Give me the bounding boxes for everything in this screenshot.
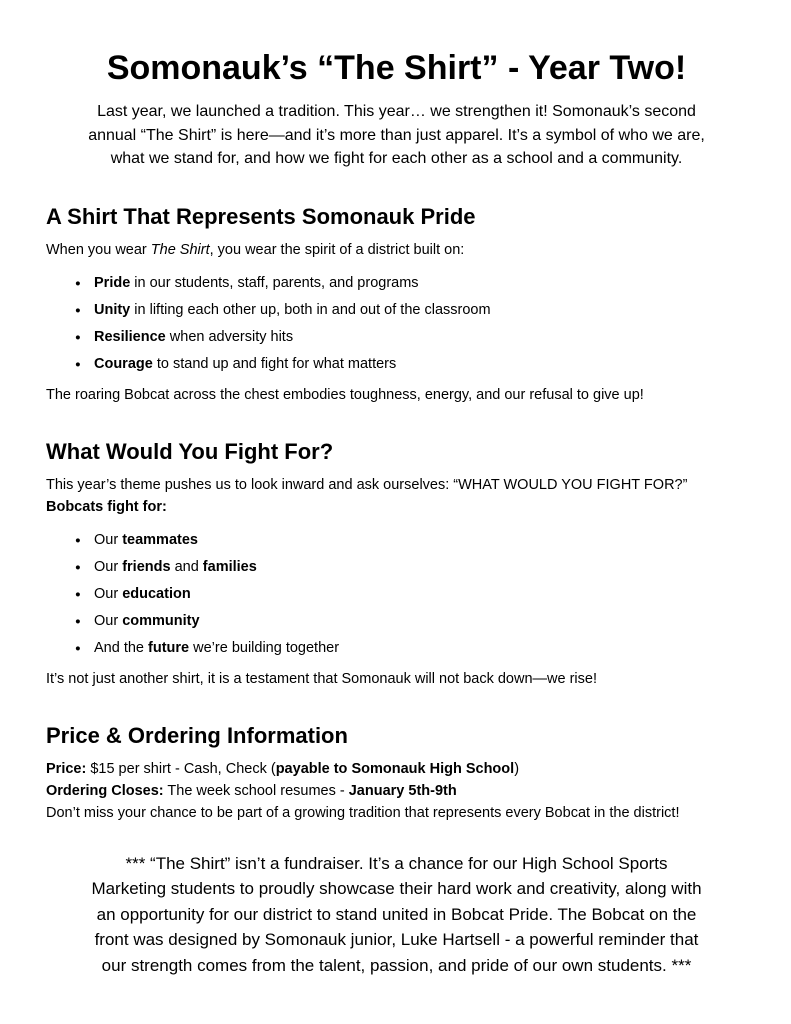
heading-fight-for: What Would You Fight For?: [46, 438, 334, 464]
ordering-closes-line: Ordering Closes: The week school resumes - January 5th-9th: [46, 782, 457, 799]
footnote-paragraph: *** “The Shirt” isn’t a fundraiser. It’s a chance for our High School Sports Marketing students to proudly showcase their hard work and creativity, along with an opportunity for our district to stand united in Bobcat Pride. The Bobcat on the front was designed by Somonauk junior, Luke Hartsell - a powerful reminder that our strength comes from the talent, passion, and pride of our own students. ***: [91, 853, 702, 975]
list-item: ● Resilience when adversity hits: [46, 326, 747, 348]
doc-title: Somonauk’s “The Shirt” - Year Two!: [106, 49, 687, 87]
list-item: ● Pride in our students, staff, parents, and programs: [46, 272, 747, 294]
fight-lead-paragraph: This year’s theme pushes us to look inward and ask ourselves: “WHAT WOULD YOU FIGHT FOR?” Bobcats fight for:: [46, 476, 688, 515]
pride-closing-paragraph: The roaring Bobcat across the chest embodies toughness, energy, and our refusal to give up!: [46, 386, 644, 403]
list-item: ● Our community: [46, 610, 747, 632]
fight-closing-paragraph: It’s not just another shirt, it is a testament that Somonauk will not back down—we rise!: [46, 670, 597, 687]
heading-shirt-pride: A Shirt That Represents Somonauk Pride: [46, 203, 476, 229]
heading-price-ordering: Price & Ordering Information: [46, 722, 348, 748]
price-line: Price: $15 per shirt - Cash, Check (payable to Somonauk High School): [46, 760, 520, 777]
fight-bullet-list: [46, 529, 747, 659]
list-item: ● Our friends and families: [46, 556, 747, 578]
section-pride: [46, 204, 747, 406]
pride-lead-paragraph: When you wear The Shirt, you wear the spirit of a district built on:: [46, 241, 465, 258]
section-fight: [46, 439, 747, 690]
pride-bullet-list: [46, 272, 747, 375]
list-item: ● Unity in lifting each other up, both in and out of the classroom: [46, 299, 747, 321]
intro-paragraph: Last year, we launched a tradition. This year… we strengthen it! Somonauk’s second annual “The Shirt” is here—and it’s more than just apparel. It’s a symbol of who we are, what we stand for, and how we fight for each other as a school and a community.: [88, 103, 705, 167]
section-price: [46, 723, 747, 824]
list-item: ● And the future we’re building together: [46, 637, 747, 659]
dont-miss-line: Don’t miss your chance to be part of a growing tradition that represents every Bobcat in the district!: [46, 804, 680, 821]
list-item: ● Our education: [46, 583, 747, 605]
list-item: ● Our teammates: [46, 529, 747, 551]
price-lines: [46, 758, 747, 824]
list-item: ● Courage to stand up and fight for what matters: [46, 353, 747, 375]
